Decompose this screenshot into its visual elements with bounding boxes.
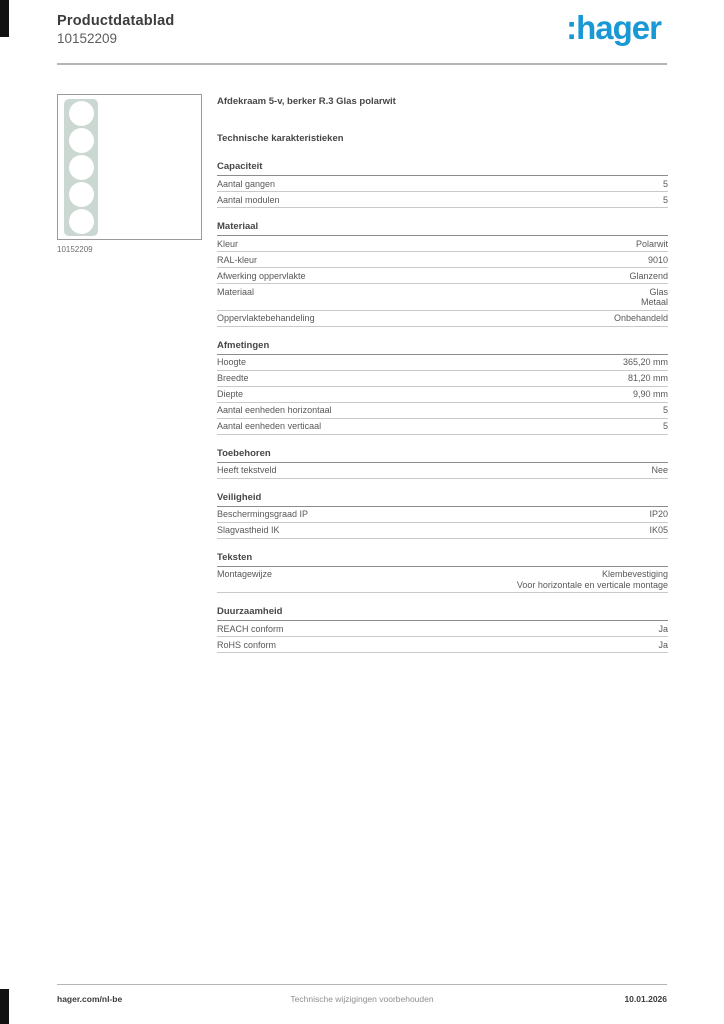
spec-value bbox=[658, 640, 668, 651]
spec-value bbox=[629, 271, 668, 282]
spec-label: Afwerking oppervlakte bbox=[217, 270, 306, 281]
page-footer bbox=[57, 994, 667, 1004]
spec-row bbox=[217, 567, 668, 594]
spec-row bbox=[217, 637, 668, 653]
spec-label: REACH conform bbox=[217, 623, 284, 634]
spec-row bbox=[217, 371, 668, 387]
spec-value bbox=[649, 525, 668, 536]
spec-label: Breedte bbox=[217, 373, 249, 383]
page-registration-mark-top bbox=[0, 0, 9, 37]
spec-row bbox=[217, 419, 668, 435]
spec-row bbox=[217, 355, 668, 371]
footer-url: hager.com/nl-be bbox=[57, 994, 123, 1004]
document-title: Productdatablad bbox=[57, 13, 175, 29]
spec-label: Aantal gangen bbox=[217, 178, 276, 189]
spec-row bbox=[217, 176, 668, 192]
spec-row bbox=[217, 403, 668, 419]
spec-label: Oppervlaktebehandeling bbox=[217, 313, 315, 323]
spec-value bbox=[614, 313, 668, 324]
spec-value bbox=[658, 624, 668, 635]
spec-label: Kleur bbox=[217, 238, 239, 249]
spec-section bbox=[217, 492, 668, 539]
hager-logo: :hager bbox=[566, 9, 661, 46]
spec-label: Slagvastheid IK bbox=[217, 525, 280, 535]
spec-value-line: Metaal bbox=[640, 297, 668, 307]
spec-value-line: Polarwit bbox=[635, 238, 668, 249]
section-heading: Afmetingen bbox=[217, 340, 668, 355]
spec-label: RoHS conform bbox=[217, 639, 277, 650]
spec-row bbox=[217, 621, 668, 637]
footer-date: 10.01.2026 bbox=[624, 994, 667, 1004]
spec-value-line: Glanzend bbox=[629, 270, 668, 281]
spec-value-line: 5 bbox=[662, 421, 668, 431]
spec-label: Heeft tekstveld bbox=[217, 465, 277, 475]
section-heading: Materiaal bbox=[217, 221, 668, 236]
spec-value bbox=[649, 509, 668, 520]
section-heading: Capaciteit bbox=[217, 161, 668, 176]
spec-row bbox=[217, 252, 668, 268]
spec-value bbox=[663, 179, 668, 190]
spec-value-line: Ja bbox=[658, 623, 668, 634]
spec-value-line: Ja bbox=[658, 639, 668, 650]
spec-value bbox=[641, 287, 668, 308]
spec-value bbox=[648, 255, 668, 266]
spec-section bbox=[217, 606, 668, 653]
footer-notice: Technische wijzigingen voorbehouden bbox=[290, 994, 434, 1004]
spec-row bbox=[217, 507, 668, 523]
spec-value bbox=[628, 373, 668, 384]
page-header bbox=[57, 13, 174, 46]
spec-value-line: Nee bbox=[651, 465, 668, 475]
product-name: Afdekraam 5-v, berker R.3 Glas polarwit bbox=[217, 96, 396, 107]
spec-value bbox=[651, 465, 668, 476]
spec-label: Diepte bbox=[217, 389, 244, 399]
spec-value-line: Voor horizontale en verticale montage bbox=[516, 579, 668, 590]
spec-row bbox=[217, 311, 668, 327]
spec-value-line: Klembevestiging bbox=[601, 569, 668, 579]
spec-label: Materiaal bbox=[217, 286, 255, 297]
spec-value-line: Glas bbox=[649, 286, 668, 297]
tech-characteristics-heading: Technische karakteristieken bbox=[217, 133, 344, 144]
spec-label: Montagewijze bbox=[217, 569, 273, 579]
cover-frame-graphic bbox=[64, 99, 98, 236]
section-heading: Veiligheid bbox=[217, 492, 668, 507]
spec-value bbox=[663, 405, 668, 416]
spec-value-line: IP20 bbox=[649, 509, 668, 519]
spec-value-line: 5 bbox=[662, 405, 668, 415]
section-heading: Duurzaamheid bbox=[217, 606, 668, 621]
spec-section bbox=[217, 221, 668, 327]
spec-label: RAL-kleur bbox=[217, 254, 258, 265]
product-image bbox=[57, 94, 202, 240]
spec-value bbox=[517, 569, 668, 590]
spec-label: Aantal modulen bbox=[217, 194, 280, 205]
spec-row bbox=[217, 463, 668, 479]
section-heading: Teksten bbox=[217, 552, 668, 567]
spec-value bbox=[663, 195, 668, 206]
section-heading: Toebehoren bbox=[217, 448, 668, 463]
header-divider bbox=[57, 63, 667, 65]
product-image-caption: 10152209 bbox=[57, 245, 93, 254]
spec-section bbox=[217, 448, 668, 479]
spec-value-line: Onbehandeld bbox=[613, 313, 668, 323]
spec-value bbox=[633, 389, 668, 400]
footer-divider bbox=[57, 984, 667, 985]
spec-value-line: 5 bbox=[662, 194, 668, 205]
frame-circle bbox=[69, 182, 94, 207]
frame-circle bbox=[69, 209, 94, 234]
spec-row bbox=[217, 387, 668, 403]
frame-circle bbox=[69, 101, 94, 126]
document-number: 10152209 bbox=[57, 31, 118, 46]
spec-row bbox=[217, 192, 668, 208]
spec-label: Aantal eenheden horizontaal bbox=[217, 405, 332, 415]
spec-value bbox=[663, 421, 668, 432]
spec-section bbox=[217, 552, 668, 594]
spec-value-line: 5 bbox=[662, 178, 668, 189]
spec-value bbox=[623, 357, 668, 368]
spec-section bbox=[217, 161, 668, 208]
spec-value bbox=[636, 239, 668, 250]
spec-row bbox=[217, 268, 668, 284]
spec-value-line: 9,90 mm bbox=[632, 389, 668, 399]
spec-value-line: 365,20 mm bbox=[622, 357, 668, 367]
page-registration-mark-bottom bbox=[0, 989, 9, 1024]
spec-row bbox=[217, 523, 668, 539]
spec-value-line: 81,20 mm bbox=[627, 373, 668, 383]
spec-value-line: 9010 bbox=[647, 254, 668, 265]
spec-label: Beschermingsgraad IP bbox=[217, 509, 309, 519]
spec-section bbox=[217, 340, 668, 435]
spec-row bbox=[217, 284, 668, 311]
spec-label: Aantal eenheden verticaal bbox=[217, 421, 322, 431]
frame-circle bbox=[69, 128, 94, 153]
spec-label: Hoogte bbox=[217, 357, 247, 367]
spec-sections bbox=[217, 161, 668, 653]
frame-circle bbox=[69, 155, 94, 180]
spec-content bbox=[217, 96, 668, 666]
spec-row bbox=[217, 236, 668, 252]
spec-value-line: IK05 bbox=[649, 525, 668, 535]
